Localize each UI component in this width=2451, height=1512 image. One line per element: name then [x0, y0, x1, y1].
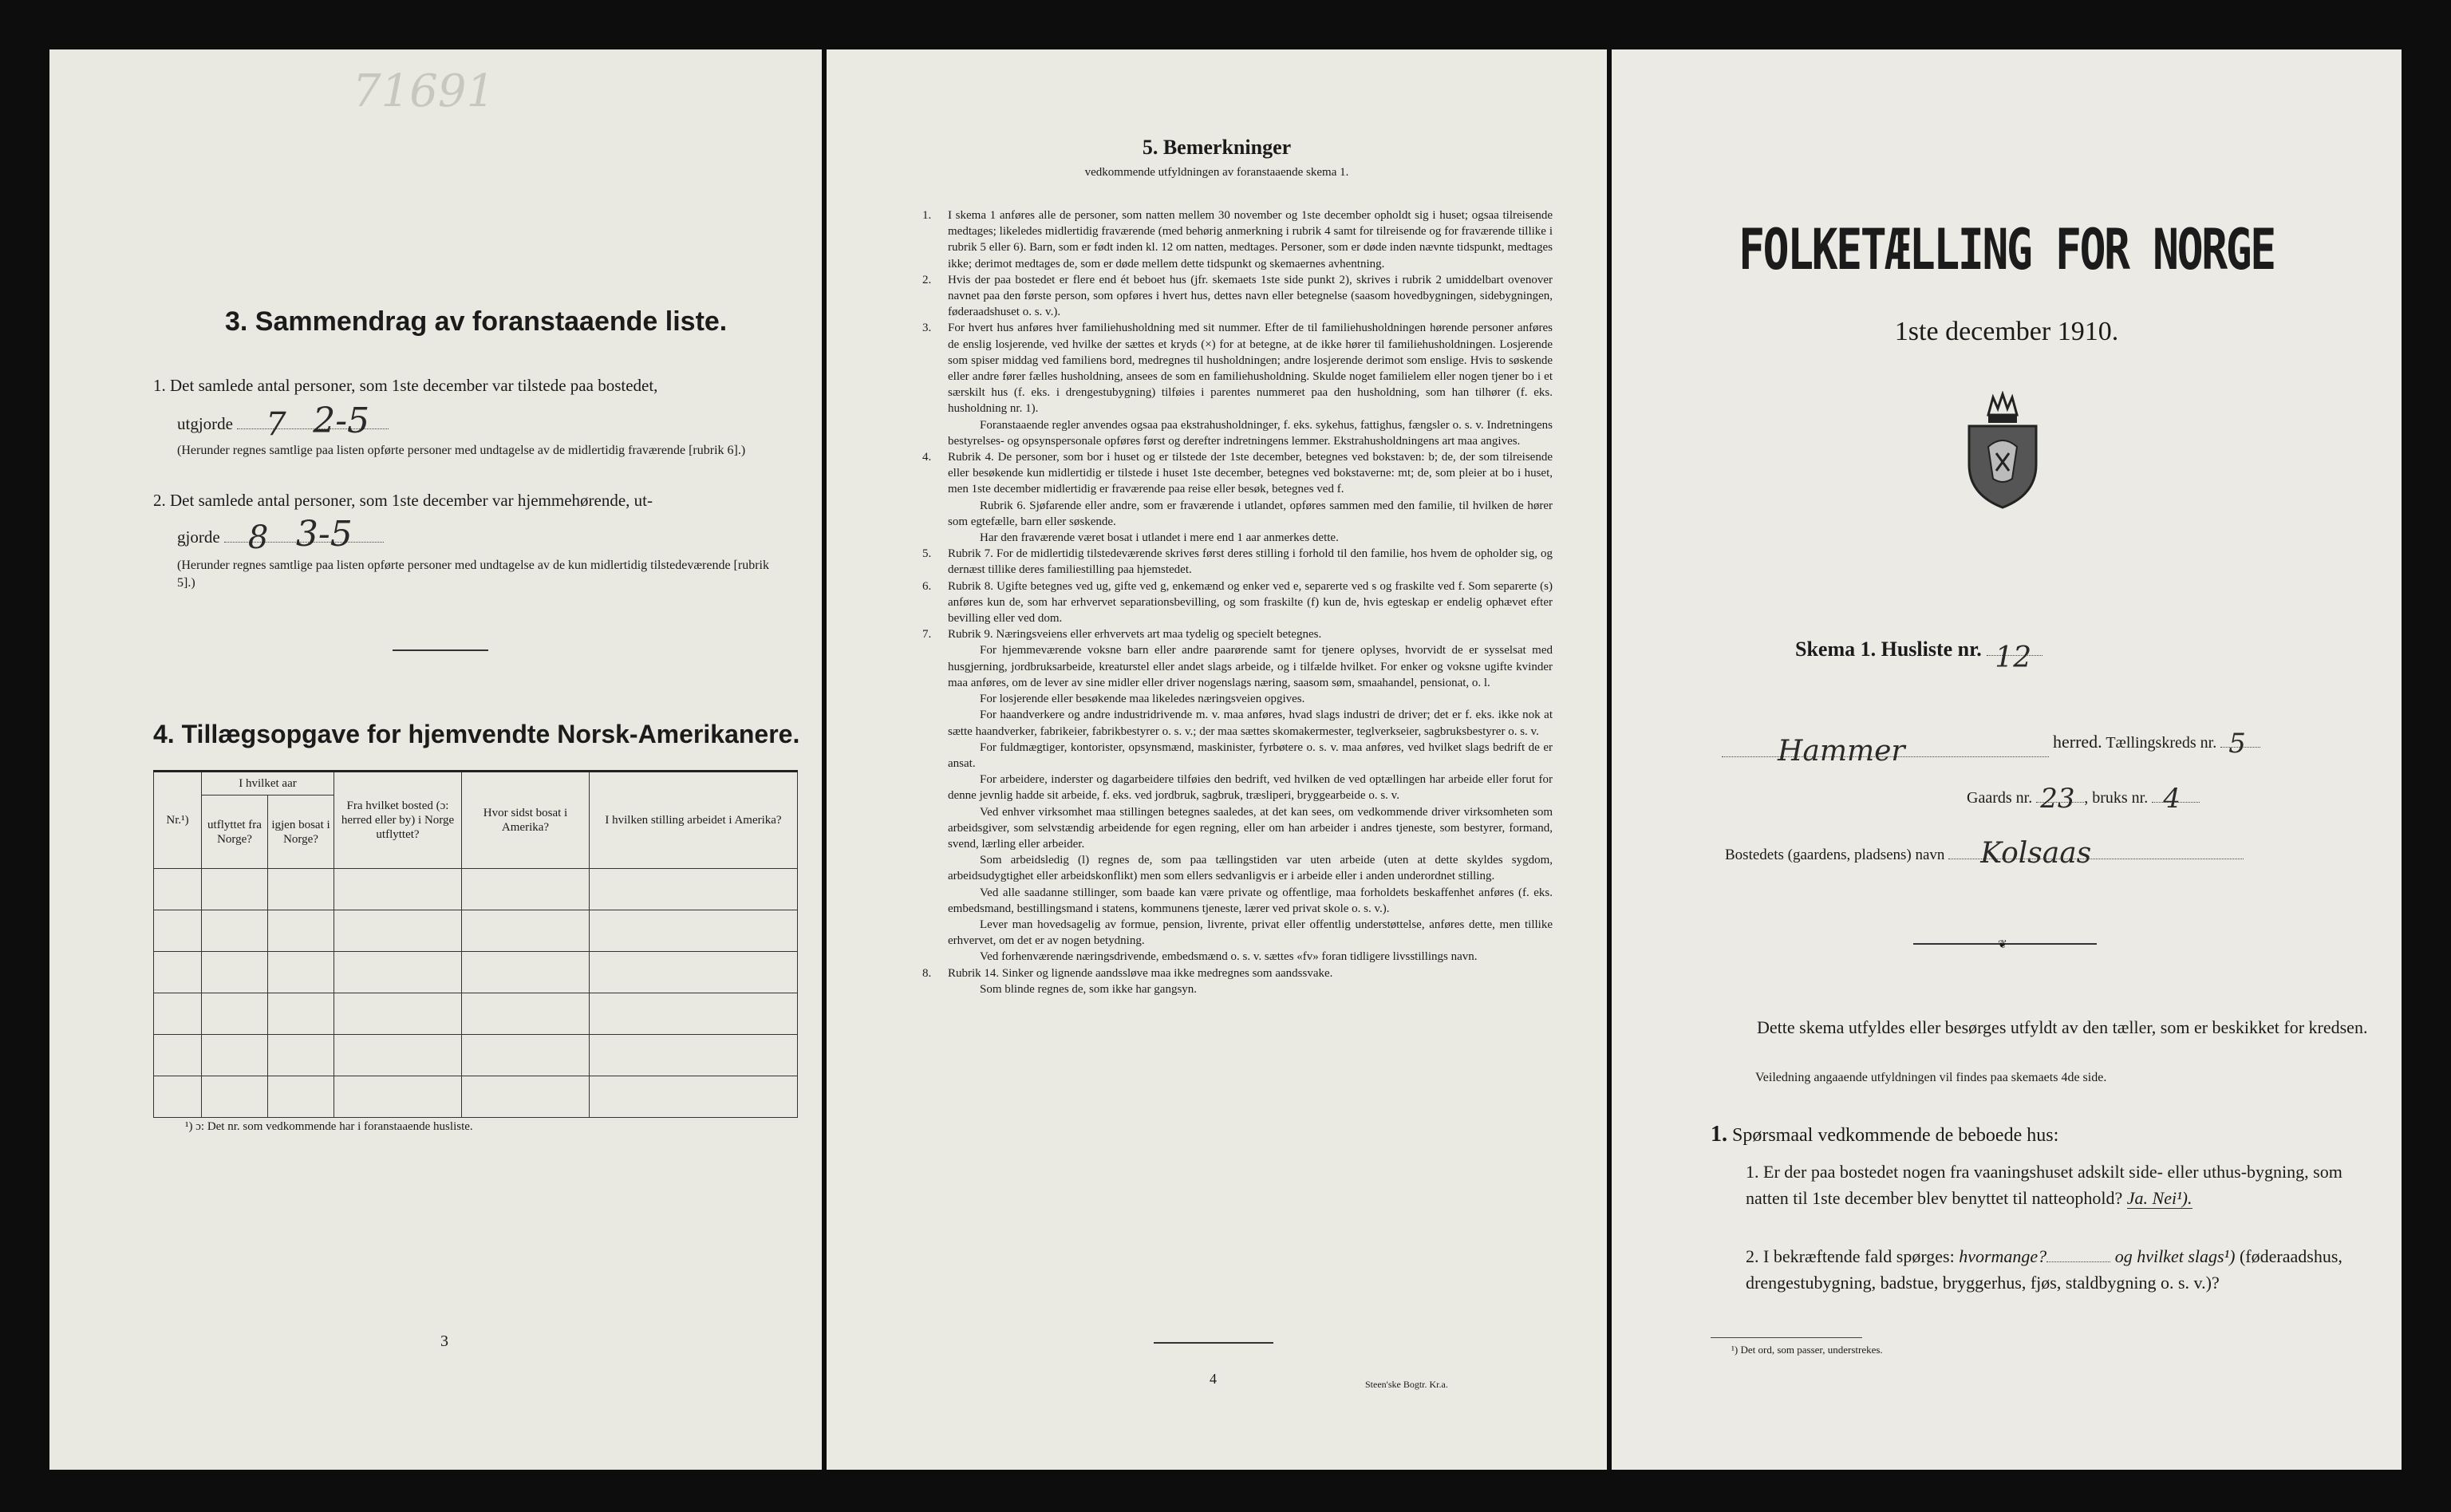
- remark-item: [922, 917, 1553, 949]
- remark-text: For fuldmægtiger, kontorister, opsynsmænd, maskinister, fyrbøtere o. s. v. maa anføres, ved hvilket slags bedrift de er ansat.: [948, 740, 1553, 770]
- remark-item: [922, 885, 1553, 917]
- item-2-note: (Herunder regnes samtlige paa listen opførte personer med undtagelse av de kun midlertidig tilstedeværende [rubrik 5].): [177, 559, 769, 590]
- remark-number: 4.: [922, 451, 932, 464]
- remark-number: 3.: [922, 322, 932, 335]
- remark-number: [922, 498, 948, 530]
- remark-item: [922, 642, 1553, 691]
- remark-text: Som arbeidsledig (l) regnes de, som paa tællingstiden var uten arbeide (uten at dette skyldes sygdom, arbeidsudygtighet eller arbeidskonflikt) men som ellers sedvanligvis er i arbeide eller i anden underordnet stilling.: [948, 854, 1553, 883]
- gaards-line: Gaards nr. 23 , bruks nr. 4: [1967, 784, 2200, 812]
- table-footnote: ¹) ɔ: Det nr. som vedkommende har i foranstaaende husliste.: [185, 1120, 473, 1133]
- remark-item: [922, 691, 1553, 707]
- remark-number: [922, 852, 948, 884]
- remark-number: [922, 885, 948, 917]
- divider: [1711, 1337, 1862, 1338]
- item-2-gjorde: gjorde 8 3-5: [177, 523, 384, 551]
- norsk-amerikanere-table: [153, 770, 798, 1118]
- page-number: 4: [1210, 1371, 1217, 1387]
- remark-number: [922, 530, 948, 546]
- remark-item: [922, 272, 1553, 321]
- remark-item: [922, 320, 1553, 416]
- remark-number: [922, 740, 948, 772]
- remark-item: [922, 546, 1553, 578]
- remark-text: Ved forhenværende næringsdrivende, embedsmænd o. s. v. sættes «fv» foran tidligere livsstillings navn.: [980, 950, 1478, 964]
- questions-heading: 1. Spørsmaal vedkommende de beboede hus:: [1711, 1122, 2059, 1147]
- remark-item: [922, 772, 1553, 803]
- remark-number: 2.: [922, 273, 932, 286]
- handwritten-count-resident: 8: [247, 519, 269, 556]
- remark-item: [922, 530, 1553, 546]
- item-2-line: 2. Det samlede antal personer, som 1ste december var hjemmehørende, ut-: [153, 491, 653, 510]
- remark-number: 8.: [922, 966, 932, 980]
- remarks-subtitle: vedkommende utfyldningen av foranstaaende skema 1.: [1084, 166, 1349, 179]
- item-1-utgjorde: utgjorde 7 2-5: [177, 410, 389, 437]
- handwritten-husliste-nr: 12: [1995, 642, 2032, 674]
- remark-item: [922, 965, 1553, 981]
- handwritten-bruks-nr: 4: [2163, 783, 2181, 815]
- section-4-title: 4. Tillægsopgave for hjemvendte Norsk-Amerikanere.: [153, 720, 800, 748]
- remark-text: Ved alle saadanne stillinger, som baade kan være private og offentlige, maa forholdets beskaffenhet anføres (f. eks. embedsmand, bestillingsmand i statens, kommunens tjeneste, lærer ved privat skole o. s. v.).: [948, 886, 1553, 915]
- handwritten-count-present: 7: [266, 406, 286, 443]
- col-igjen: igjen bosat i Norge?: [268, 795, 334, 869]
- norwegian-coat-of-arms-icon: [1964, 391, 2041, 511]
- page-summary: [49, 49, 822, 1470]
- remark-text: Har den fraværende været bosat i utlandet i mere end 1 aar anmerkes dette.: [980, 531, 1339, 545]
- remark-text: I skema 1 anføres alle de personer, som natten mellem 30 november og 1ste december opholdt sig i huset; ogsaa tilreisende medtages; likeledes midlertidig fraværende (med behørig anmerkning i rubrik 4 samt for tilreisende og for fraværende tillike i rubrik 5 eller 6). Barn, som er født inden kl. 12 om natten, medtages. Personer, som er døde inden nævnte tidspunkt, medtages ikke; derimot medtages de, som er døde mellem dette tidspunkt og skemaernes avhentning.: [948, 209, 1553, 270]
- skema-line: Skema 1. Husliste nr. 12: [1795, 635, 2042, 664]
- handwritten-herred: Hammer: [1778, 735, 1905, 768]
- remark-item: [922, 207, 1553, 272]
- remark-text: For losjerende eller besøkende maa likeledes næringsveien opgives.: [980, 693, 1305, 706]
- remark-number: [922, 642, 948, 691]
- remark-text: Som blinde regnes de, som ikke har gangsyn.: [980, 982, 1198, 996]
- remark-item: [922, 804, 1553, 853]
- remark-item: [922, 626, 1553, 642]
- item-1-note: (Herunder regnes samtlige paa listen opførte personer med undtagelse av de midlertidig fraværende [rubrik 6].): [177, 444, 746, 457]
- remark-number: [922, 804, 948, 853]
- printer-mark: Steen'ske Bogtr. Kr.a.: [1365, 1379, 1448, 1390]
- intro-text: Dette skema utfyldes eller besørges utfyldt av den tæller, som er beskikket for kredsen.: [1757, 1017, 2368, 1037]
- remark-text: Rubrik 14. Sinker og lignende aandssløve maa ikke medregnes som aandssvake.: [948, 966, 1333, 980]
- remark-item: [922, 852, 1553, 884]
- bosted-line: Bostedets (gaardens, pladsens) navn Kolsaas: [1725, 841, 2244, 870]
- question-2: 2. I bekræftende fald spørges: hvormange? og hvilket slags¹) (føderaadshus, drengestubygning, badstue, bryggerhus, fjøs, staldbygning o. s. v.)?: [1746, 1246, 2342, 1293]
- remark-number: 1.: [922, 209, 932, 222]
- remark-number: [922, 691, 948, 707]
- table-row: [154, 993, 798, 1035]
- table-row: [154, 869, 798, 910]
- remark-text: For hjemmeværende voksne barn eller andre paarørende samt for tjenere oplyses, hvorvidt de er sysselsat med husgjerning, jordbruksarbeide, kreaturstel eller andet slags arbeide, og i tilfælde hvilket. For enker og voksne ugifte kvinder maa anføres, om de lever av sine midler eller driver nogenslags næring, saasom søm, smaahandel, pensionat, o. l.: [948, 644, 1553, 689]
- remark-number: [922, 917, 948, 949]
- herred-line: Hammer herred. Tællingskreds nr. 5: [1722, 728, 2376, 757]
- page-number: 3: [440, 1332, 448, 1350]
- col-fra: Fra hvilket bosted (ɔ: herred eller by) i Norge utflyttet?: [334, 772, 462, 869]
- col-hvor: Hvor sidst bosat i Amerika?: [462, 772, 590, 869]
- remark-text: For haandverkere og andre industridrivende m. v. maa anføres, hvad slags industri de driver; det er f. eks. ikke nok at sætte haandverker, fabrikeier, fabrikbestyrer o. s. v.; der maa sættes skomakermester, teglverkseier, sagbruksbestyrer o. s. v.: [948, 709, 1553, 738]
- remark-text: Ved enhver virksomhet maa stillingen betegnes saaledes, at det kan sees, om vedkommende driver virksomheten som arbeidsgiver, som selvstændig arbeidende for egen regning, eller om han arbeider i andres tjeneste, som bestyrer, formand, svend, lærling eller arbeider.: [948, 805, 1553, 851]
- remark-number: 6.: [922, 579, 932, 593]
- pencil-archive-number: 71691: [353, 65, 495, 117]
- page-cover: [1612, 49, 2402, 1470]
- remark-text: Rubrik 8. Ugifte betegnes ved ug, gifte ved g, enkemænd og enker ved e, separerte ved s og fraskilte ved f. Som separerte (s) anføres kun de, som har erhvervet separationsbevilling, og som fraskilte (f) kun de, hvis egteskap er endelig ophævet efter bevilling eller ved dom.: [948, 579, 1553, 626]
- handwritten-gaards-nr: 23: [2040, 783, 2075, 815]
- remark-number: [922, 981, 948, 997]
- census-date: 1ste december 1910.: [1894, 317, 2119, 346]
- remark-number: [922, 772, 948, 803]
- remark-item: [922, 417, 1553, 449]
- veiledning-note: Veiledning angaaende utfyldningen vil findes paa skemaets 4de side.: [1755, 1071, 2107, 1084]
- handwritten-tally-present: 2-5: [313, 401, 370, 441]
- handwritten-tally-resident: 3-5: [295, 514, 353, 555]
- remark-number: 5.: [922, 547, 932, 561]
- remark-item: [922, 449, 1553, 498]
- remark-text: Rubrik 6. Sjøfarende eller andre, som er fraværende i utlandet, opføres sammen med den familie, til hvilken de hører som egtefælle, barn eller søskende.: [948, 499, 1553, 528]
- remark-text: Rubrik 4. De personer, som bor i huset og er tilstede der 1ste december, betegnes ved bokstaven: b; de, der som tilreisende eller besøkende kun midlertidig er tilstede i huset 1ste december, betegnes ved bokstaverne: mt; de, som pleier at bo i huset, men 1ste december midlertidig er fraværende paa reise eller besøk, betegnes ved f.: [948, 451, 1553, 496]
- remark-text: Rubrik 7. For de midlertidig tilstedeværende skrives først deres stilling i forhold til den familie, hos hvem de opholder sig, og dernæst tillike deres familiestilling paa hjemstedet.: [948, 547, 1553, 577]
- remarks-title: 5. Bemerkninger: [1142, 136, 1292, 159]
- table-row: [154, 1035, 798, 1076]
- col-utflyttet: utflyttet fra Norge?: [202, 795, 268, 869]
- remark-item: [922, 740, 1553, 772]
- divider: [1154, 1342, 1273, 1344]
- remark-item: [922, 707, 1553, 739]
- handwritten-kreds: 5: [2228, 728, 2246, 760]
- col-group-year: I hvilket aar: [202, 772, 334, 795]
- remark-item: [922, 981, 1553, 997]
- remark-number: [922, 417, 948, 449]
- page-remarks: [827, 49, 1607, 1470]
- table-row: [154, 910, 798, 952]
- answer-ja-nei: Ja. Nei¹).: [2126, 1188, 2192, 1208]
- remark-text: Foranstaaende regler anvendes ogsaa paa ekstrahusholdninger, f. eks. sykehus, fattighus, fængsler o. s. v. Indretningens bestyrelses- og opsynspersonale opføres først og derefter indretningens lemmer. Ekstrahusholdningens art maa angives.: [948, 418, 1553, 448]
- remark-text: For arbeidere, inderster og dagarbeidere tilføies den bedrift, ved hvilken de ved optællingen har arbeide eller forut for denne jevnlig hadde sit arbeide, f. eks. ved jordbruk, sagbruk, træsliperi, bryggearbeide o. s. v.: [948, 773, 1553, 803]
- page3-footnote: ¹) Det ord, som passer, understrekes.: [1731, 1344, 1883, 1356]
- handwritten-bosted: Kolsaas: [1980, 837, 2092, 870]
- form-title: FOLKETÆLLING FOR NORGE: [1739, 217, 2275, 282]
- ornament-icon: ❦: [1998, 939, 2007, 951]
- remark-text: For hvert hus anføres hver familiehusholdning med sit nummer. Efter de til familiehusholdningen hørende personer anføres de enslig losjerende, ved hvilke der sættes et kryds (×) for at betegne, at de ikke hører til familiehusholdningen. Losjerende som spiser middag ved familiens bord, medregnes til husholdningen; andre losjerende derimot som enslige. Hvis to søskende eller andre fører fælles husholdning, ansees de som en familiehusholdning. Skulde noget familielem eller nogen tjener bo i et særskilt hus (f. eks. i drengestubygning) tilføies i parentes nummeret paa den husholdning, som han tilhører (f. eks. husholdning nr. 1).: [948, 322, 1553, 416]
- col-nr: Nr.¹): [154, 772, 202, 869]
- question-1: 1. Er der paa bostedet nogen fra vaaningshuset adskilt side- eller uthus-bygning, som natten til 1ste december blev benyttet til natteophold? Ja. Nei¹).: [1746, 1162, 2342, 1208]
- item-1-line: 1. Det samlede antal personer, som 1ste december var tilstede paa bostedet,: [153, 376, 658, 395]
- remark-number: [922, 707, 948, 739]
- remark-text: Rubrik 9. Næringsveiens eller erhvervets art maa tydelig og specielt betegnes.: [948, 628, 1322, 642]
- remark-item: [922, 498, 1553, 530]
- table-row: [154, 952, 798, 993]
- section-3-title: 3. Sammendrag av foranstaaende liste.: [225, 306, 728, 337]
- remark-number: 7.: [922, 628, 932, 642]
- remarks-list: [922, 207, 1553, 997]
- remark-number: [922, 949, 948, 965]
- remark-item: [922, 949, 1553, 965]
- remark-text: Hvis der paa bostedet er flere end ét beboet hus (jfr. skemaets 1ste side punkt 2), skrives i rubrik 2 umiddelbart ovenover navnet paa den første person, som opføres i hvert hus, dettes navn eller betegnelse (saasom hovedbygningen, sidebygningen, føderaadshuset o. s. v.).: [948, 273, 1553, 319]
- col-stilling: I hvilken stilling arbeidet i Amerika?: [590, 772, 798, 869]
- table-row: [154, 1076, 798, 1118]
- remark-item: [922, 578, 1553, 627]
- divider: [393, 649, 488, 651]
- remark-text: Lever man hovedsagelig av formue, pension, livrente, privat eller offentlig understøttelse, anføres dette, men tillike erhvervet, om det er av nogen betydning.: [948, 918, 1553, 948]
